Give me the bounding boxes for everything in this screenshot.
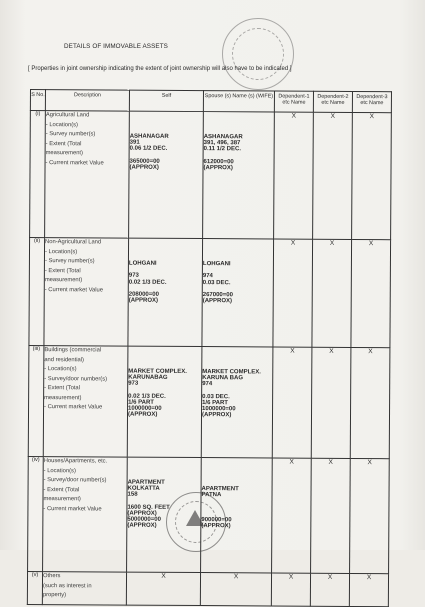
row-serial-number: (iii) (28, 345, 44, 456)
row-self-value (127, 346, 202, 457)
row-dep2-value: X (312, 239, 352, 347)
spouse-value-line: 612000=00 (203, 158, 234, 166)
self-value-line: 5000000=00 (127, 516, 161, 524)
table-row (29, 238, 391, 348)
spouse-value-line: KARUNA BAG (202, 375, 244, 382)
self-value-line: 158 (127, 492, 138, 499)
self-value-line: ASHANAGAR (129, 133, 169, 140)
row-dep3-value: X (349, 573, 388, 606)
row-spouse-value (200, 573, 271, 606)
spouse-value-line: 900000=00 (201, 517, 232, 524)
description-line: - Extent (Total (45, 140, 82, 147)
spouse-value-line: 267000=00 (202, 292, 233, 299)
row-self-value (126, 572, 200, 605)
row-dep1-value: X (272, 458, 312, 573)
self-value-line: X (161, 572, 166, 580)
official-seal-stamp (166, 492, 226, 552)
table-row (27, 571, 388, 606)
spouse-value-line: 0.11 1/2 DEC. (203, 146, 242, 153)
table-row (30, 111, 392, 240)
self-value-line: KARUNABAG (128, 374, 168, 382)
description-line: Houses/Apartments, etc. (43, 458, 108, 465)
spouse-value-line: 974 (202, 273, 213, 280)
self-value-line: 973 (128, 272, 139, 280)
spouse-value-line: (APPROX) (203, 165, 233, 172)
spouse-value-line: MARKET COMPLEX. (202, 369, 261, 376)
header-self: Self (129, 90, 203, 111)
self-value-line: 365000=00 (129, 158, 160, 165)
row-dep1-value: X (273, 239, 313, 347)
row-dep2-value: X (311, 458, 351, 573)
description-line: - Survey number(s) (44, 258, 95, 265)
row-description (45, 111, 130, 239)
self-value-line: 1600 SQ. FEET (127, 504, 170, 511)
description-line: measurement) (44, 277, 83, 284)
row-self-value (129, 111, 204, 238)
description-line: - Extent (Total (44, 267, 81, 274)
spouse-value-line: 391, 496, 387 (203, 140, 241, 147)
description-line: measurement) (44, 394, 82, 401)
header-dependent-3: Dependent-3 etc Name (352, 91, 391, 112)
self-value-line: (APPROX) (129, 164, 159, 171)
spouse-value-line: 0.03 DEC. (202, 393, 230, 401)
self-value-line: APARTMENT (127, 479, 165, 486)
row-dep1-value: X (272, 347, 312, 458)
row-serial-number: (ii) (29, 238, 45, 346)
description-line: Agricultural Land (45, 112, 90, 119)
description-line: Non-Agricultural Land (45, 239, 102, 246)
spouse-value-line: (APPROX) (201, 523, 231, 530)
description-line: measurement) (43, 496, 81, 503)
description-line: Buildings (commercial (44, 347, 102, 354)
row-spouse-value (201, 347, 273, 458)
description-line: and residential) (44, 356, 85, 363)
header-sno: S No. (30, 90, 45, 111)
row-dep1-value: X (274, 112, 314, 239)
self-value-line: 0.06 1/2 DEC. (129, 146, 168, 153)
self-value-line: 1000000=00 (128, 405, 162, 413)
description-line: - Current market Value (43, 505, 102, 512)
row-self-value (128, 238, 203, 346)
emblem-icon (186, 510, 204, 526)
description-line: - Current market Value (44, 404, 103, 411)
page-subtitle: [ Properties in joint ownership indicating the extent of joint ownership will also have to be indicated ] (28, 66, 292, 72)
table-header-row (30, 90, 391, 113)
description-line: - Location(s) (43, 467, 76, 474)
self-value-line: (APPROX) (127, 412, 158, 419)
row-serial-number: (i) (30, 111, 46, 238)
page-title: DETAILS OF IMMOVABLE ASSETS (64, 43, 168, 50)
row-description (42, 572, 126, 606)
row-dep3-value: X (350, 347, 390, 458)
spouse-value-line: LOHGANI (202, 261, 231, 268)
description-line: - Current market Value (44, 286, 104, 293)
row-serial-number: (iv) (28, 456, 44, 571)
self-value-line: MARKET COMPLEX. (128, 368, 187, 375)
description-line: - Survey/door number(s) (43, 477, 107, 484)
description-line: measurement) (45, 150, 84, 157)
description-line: property) (42, 592, 67, 599)
spouse-value-line: X (233, 573, 239, 581)
description-line: (such as interest in (42, 582, 92, 589)
description-line: - Location(s) (45, 121, 79, 128)
spouse-value-line: ASHANAGAR (203, 134, 243, 141)
row-spouse-value (202, 239, 274, 347)
row-dep1-value: X (271, 573, 310, 606)
row-description (43, 346, 128, 458)
self-value-line: LOHGANI (128, 260, 157, 267)
row-dep3-value: X (350, 458, 390, 573)
spouse-value-line: 1/6 PART (202, 400, 229, 407)
self-value-line: (APPROX) (127, 510, 157, 517)
header-description: Description (45, 90, 129, 112)
row-dep3-value: X (352, 112, 392, 239)
self-value-line: (APPROX) (127, 523, 157, 530)
description-line: - Location(s) (44, 366, 77, 373)
self-value-line: 973 (128, 381, 139, 388)
description-line: - Location(s) (44, 248, 78, 255)
description-line: - Extent (Total (44, 385, 80, 392)
self-value-line: (APPROX) (128, 297, 159, 304)
description-line: - Survey number(s) (45, 131, 96, 138)
description-line: - Current market Value (45, 159, 104, 166)
header-dependent-2: Dependent-2 etc Name (313, 91, 352, 112)
header-spouse: Spouse (s) Name (s) (WIFE) (203, 91, 274, 112)
row-description (44, 238, 129, 347)
notary-seal-stamp (222, 18, 294, 90)
self-value-line: 1/6 PART (128, 399, 155, 406)
row-dep3-value: X (351, 239, 391, 347)
spouse-value-line: APARTMENT (201, 486, 239, 493)
table-row (28, 345, 390, 458)
row-dep2-value: X (311, 347, 351, 458)
notary-seal-inner-ring (232, 28, 284, 80)
row-dep2-value: X (310, 573, 349, 606)
self-value-line: KOLKATTA (127, 485, 160, 493)
spouse-value-line: (APPROX) (202, 298, 233, 305)
description-line: Others (43, 573, 61, 580)
row-serial-number: (v) (27, 571, 42, 604)
spouse-value-line: (APPROX) (201, 412, 232, 419)
description-line: - Extent (Total (43, 486, 80, 493)
self-value-line: 0.02 1/3 DEC. (128, 279, 167, 286)
spouse-value-line: 0.03 DEC. (202, 279, 231, 286)
self-value-line: 208000=00 (128, 291, 159, 298)
row-dep2-value: X (313, 112, 353, 239)
row-spouse-value (203, 112, 275, 239)
spouse-value-line: 974 (202, 381, 213, 388)
self-value-line: 391 (129, 139, 140, 146)
header-dependent-1: Dependent-1 etc Name (274, 91, 313, 112)
description-line: - Survey/door number(s) (44, 375, 108, 382)
spouse-value-line: 1000000=00 (202, 406, 236, 413)
spouse-value-line: PATNA (201, 492, 222, 499)
self-value-line: 0.02 1/3 DEC. (128, 393, 166, 400)
row-description (43, 457, 128, 573)
